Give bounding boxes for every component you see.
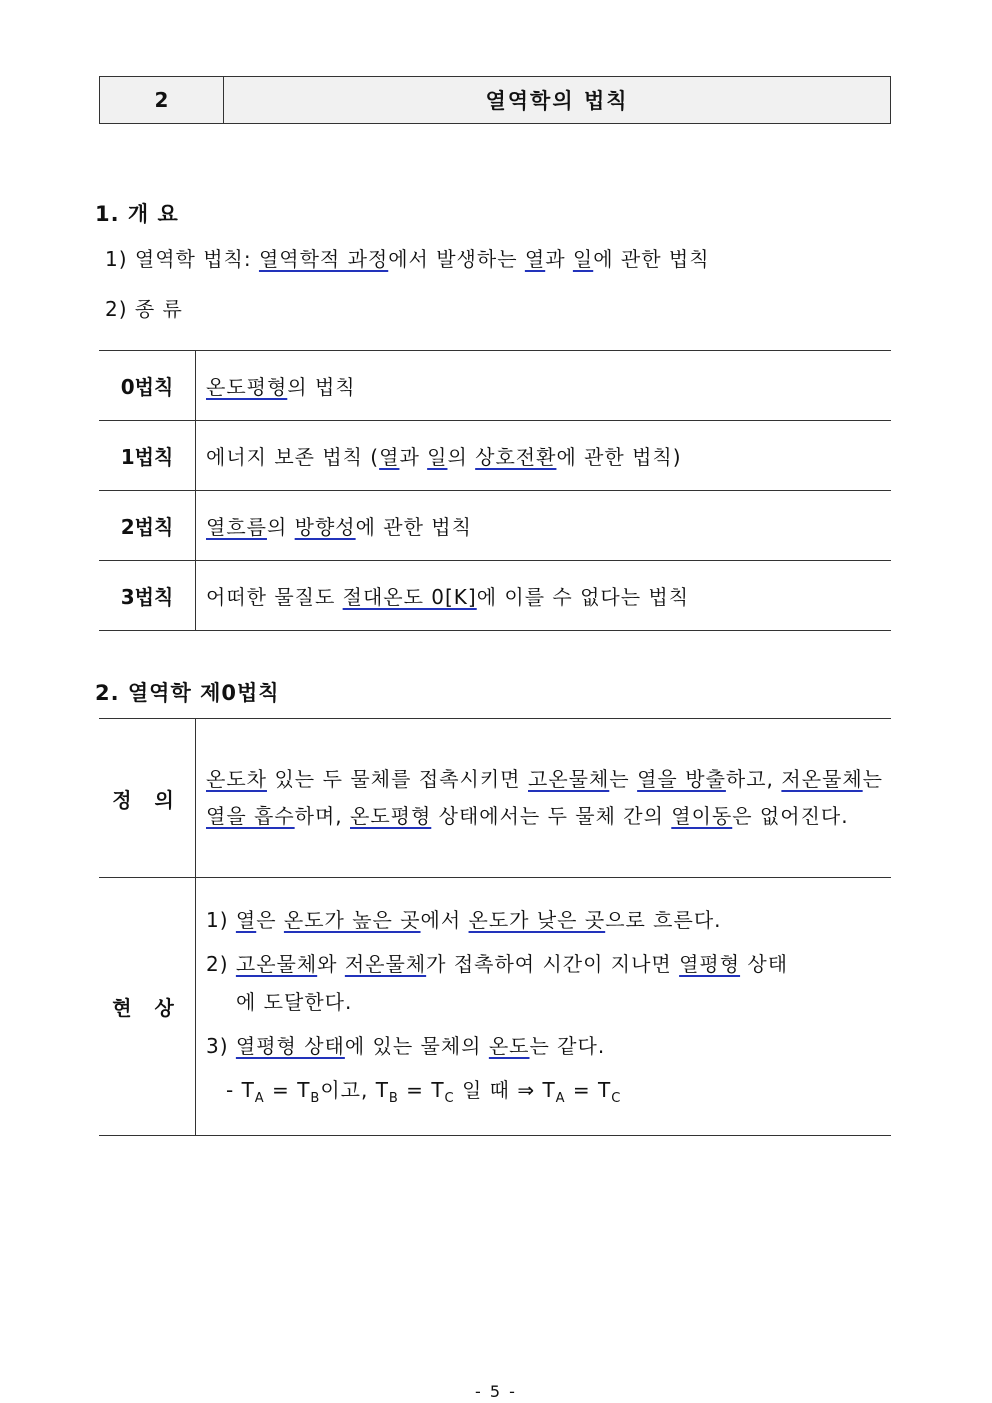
chapter-title: 열역학의 법칙 bbox=[485, 89, 629, 113]
law-name: 1법칙 bbox=[99, 421, 196, 491]
law-description: 어떠한 물질도 절대온도 0[K]에 이를 수 없다는 법칙 bbox=[196, 561, 892, 631]
phenomenon-label: 현 상 bbox=[99, 878, 196, 1136]
equilibrium-formula: - $T_A = T_B$이고, $T_B = T_C$ 일 때 ⇒ $T_A = T_C$ bbox=[226, 1078, 622, 1106]
definition-text: 온도차 있는 두 물체를 접촉시키면 고온물체는 열을 방출하고, 저온물체는 열을 흡수하며, 온도평형 상태에서는 두 물체 간의 열이동은 없어진다. bbox=[196, 719, 892, 878]
law-description: 열흐름의 방향성에 관한 법칙 bbox=[196, 491, 892, 561]
zeroth-law-table bbox=[99, 718, 891, 1136]
chapter-number: 2 bbox=[100, 77, 224, 123]
table-row bbox=[99, 351, 891, 421]
table-row bbox=[99, 878, 891, 1136]
table-row bbox=[99, 491, 891, 561]
phenomenon-item-2: 2) 고온물체와 저온물체가 접촉하여 시간이 지나면 열평형 상태 bbox=[206, 952, 789, 976]
law-name: 0법칙 bbox=[99, 351, 196, 421]
phenomenon-item-3: 3) 열평형 상태에 있는 물체의 온도는 같다. bbox=[206, 1034, 606, 1058]
table-row bbox=[99, 421, 891, 491]
section1-heading: 1. 개 요 bbox=[95, 202, 179, 226]
table-row bbox=[99, 719, 891, 878]
definition-label: 정 의 bbox=[99, 719, 196, 878]
law-description: 온도평형의 법칙 bbox=[196, 351, 892, 421]
table-row bbox=[99, 561, 891, 631]
page-number: - 5 - bbox=[475, 1382, 517, 1401]
laws-table bbox=[99, 350, 891, 631]
overview-item-1: 1) 열역학 법칙: 열역학적 과정에서 발생하는 열과 일에 관한 법칙 bbox=[105, 247, 710, 271]
phenomenon-item-1: 1) 열은 온도가 높은 곳에서 온도가 낮은 곳으로 흐른다. bbox=[206, 908, 722, 932]
section2-heading: 2. 열역학 제0법칙 bbox=[95, 681, 280, 705]
law-name: 2법칙 bbox=[99, 491, 196, 561]
law-name: 3법칙 bbox=[99, 561, 196, 631]
phenomenon-item-2-cont: 에 도달한다. bbox=[236, 990, 353, 1014]
chapter-header bbox=[99, 76, 891, 124]
phenomenon-text bbox=[196, 878, 892, 1136]
law-description: 에너지 보존 법칙 (열과 일의 상호전환에 관한 법칙) bbox=[196, 421, 892, 491]
overview-item-2: 2) 종 류 bbox=[105, 297, 183, 321]
